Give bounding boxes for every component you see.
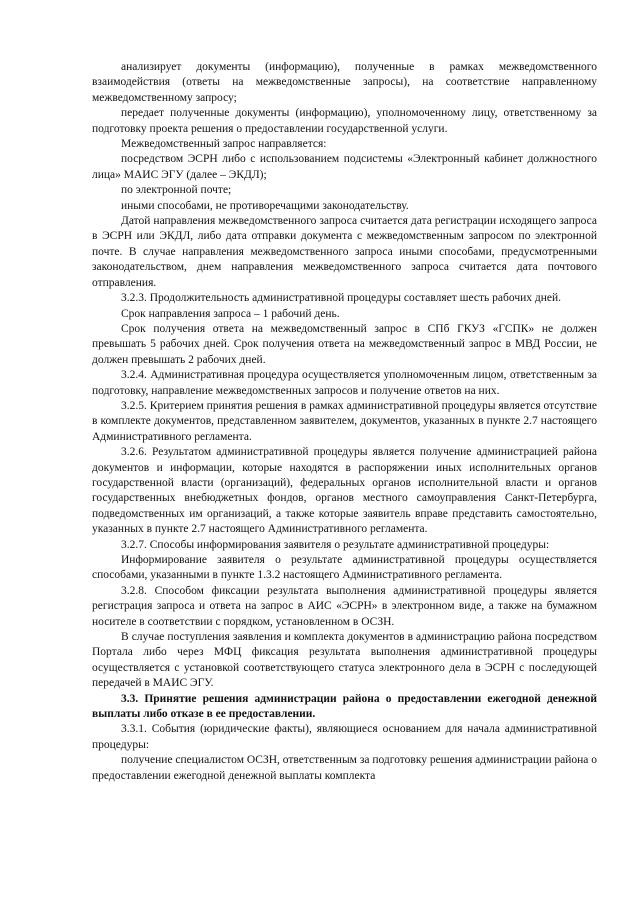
paragraph: передает полученные документы (информацию), уполномоченному лицу, ответственному за подготовку проекта решения о предоставлении государственной услуги. [92, 107, 597, 135]
paragraph: иными способами, не противоречащими законодательству. [121, 199, 409, 212]
paragraph: 3.2.3. Продолжительность административной процедуры составляет шесть рабочих дней. [121, 292, 562, 305]
section-heading: 3.3. Принятие решения администрации района о предоставлении ежегодной денежной выплаты либо отказе в ее предоставлении. [92, 692, 597, 721]
paragraph: 3.2.4. Административная процедура осуществляется уполномоченным лицом, ответственным за подготовку, направление межведомственных запросов и получение ответов на них. [92, 369, 597, 397]
paragraph: В случае поступления заявления и комплекта документов в администрацию района посредством Портала либо через МФЦ фиксация результата выполнения административной процедуры осуществляется с установкой соответствующего статуса электронного дела в ЭСРН с последующей передачей в МАИС ЭГУ. [92, 631, 597, 690]
paragraph: 3.2.6. Результатом административной процедуры является получение администрацией района документов и информации, которые находятся в распоряжении иных исполнительных органов государственной власти (организаций), федеральных органов исполнительной власти и органов государственных внебюджетных фондов, органов местного самоуправления Санкт-Петербурга, подведомственных им организаций, а также которые заявитель вправе представить самостоятельно, указанных в пункте 2.7 настоящего Административного регламента. [92, 446, 597, 536]
paragraph: Информирование заявителя о результате административной процедуры осуществляется способами, указанными в пункте 1.3.2 настоящего Административного регламента. [92, 554, 597, 582]
paragraph: Датой направления межведомственного запроса считается дата регистрации исходящего запроса в ЭСРН или ЭКДЛ, либо дата отправки документа с межведомственным запросом по электронной почте. В случае направления межведомственного запроса иными способами, предусмотренными законодательством, днем направления межведомственного запроса считается дата почтового отправления. [92, 215, 597, 289]
document-page [92, 60, 597, 784]
paragraph: анализирует документы (информацию), полученные в рамках межведомственного взаимодействия (ответы на межведомственные запросы), на соответствие направленному межведомственному запросу; [92, 61, 597, 104]
paragraph: по электронной почте; [121, 184, 232, 197]
paragraph: получение специалистом ОСЗН, ответственным за подготовку решения администрации района о предоставлении ежегодной денежной выплаты комплекта [92, 754, 597, 782]
paragraph: 3.2.8. Способом фиксации результата выполнения административной процедуры является регистрация запроса и ответа на запрос в АИС «ЭСРН» в электронном виде, а также на бумажном носителе в соответствии с порядком, установленном в ОСЗН. [92, 584, 597, 628]
paragraph: Срок получения ответа на межведомственный запрос в СПб ГКУЗ «ГСПК» не должен превышать 5 рабочих дней. Срок получения ответа на межведомственный запрос в МВД России, не должен превышать 2 рабочих дней. [92, 322, 597, 366]
paragraph: 3.3.1. События (юридические факты), являющиеся основанием для начала административной процедуры: [92, 723, 597, 751]
paragraph: Межведомственный запрос направляется: [121, 138, 327, 151]
paragraph: посредством ЭСРН либо с использованием подсистемы «Электронный кабинет должностного лица» МАИС ЭГУ (далее – ЭКДЛ); [92, 153, 597, 181]
paragraph: 3.2.7. Способы информирования заявителя о результате административной процедуры: [121, 538, 550, 551]
paragraph: Срок направления запроса – 1 рабочий день. [121, 307, 340, 320]
paragraph: 3.2.5. Критерием принятия решения в рамках административной процедуры является отсутствие в комплекте документов, представленном заявителем, документов, указанных в пункте 2.7 настоящего Административного регламента. [92, 399, 597, 443]
